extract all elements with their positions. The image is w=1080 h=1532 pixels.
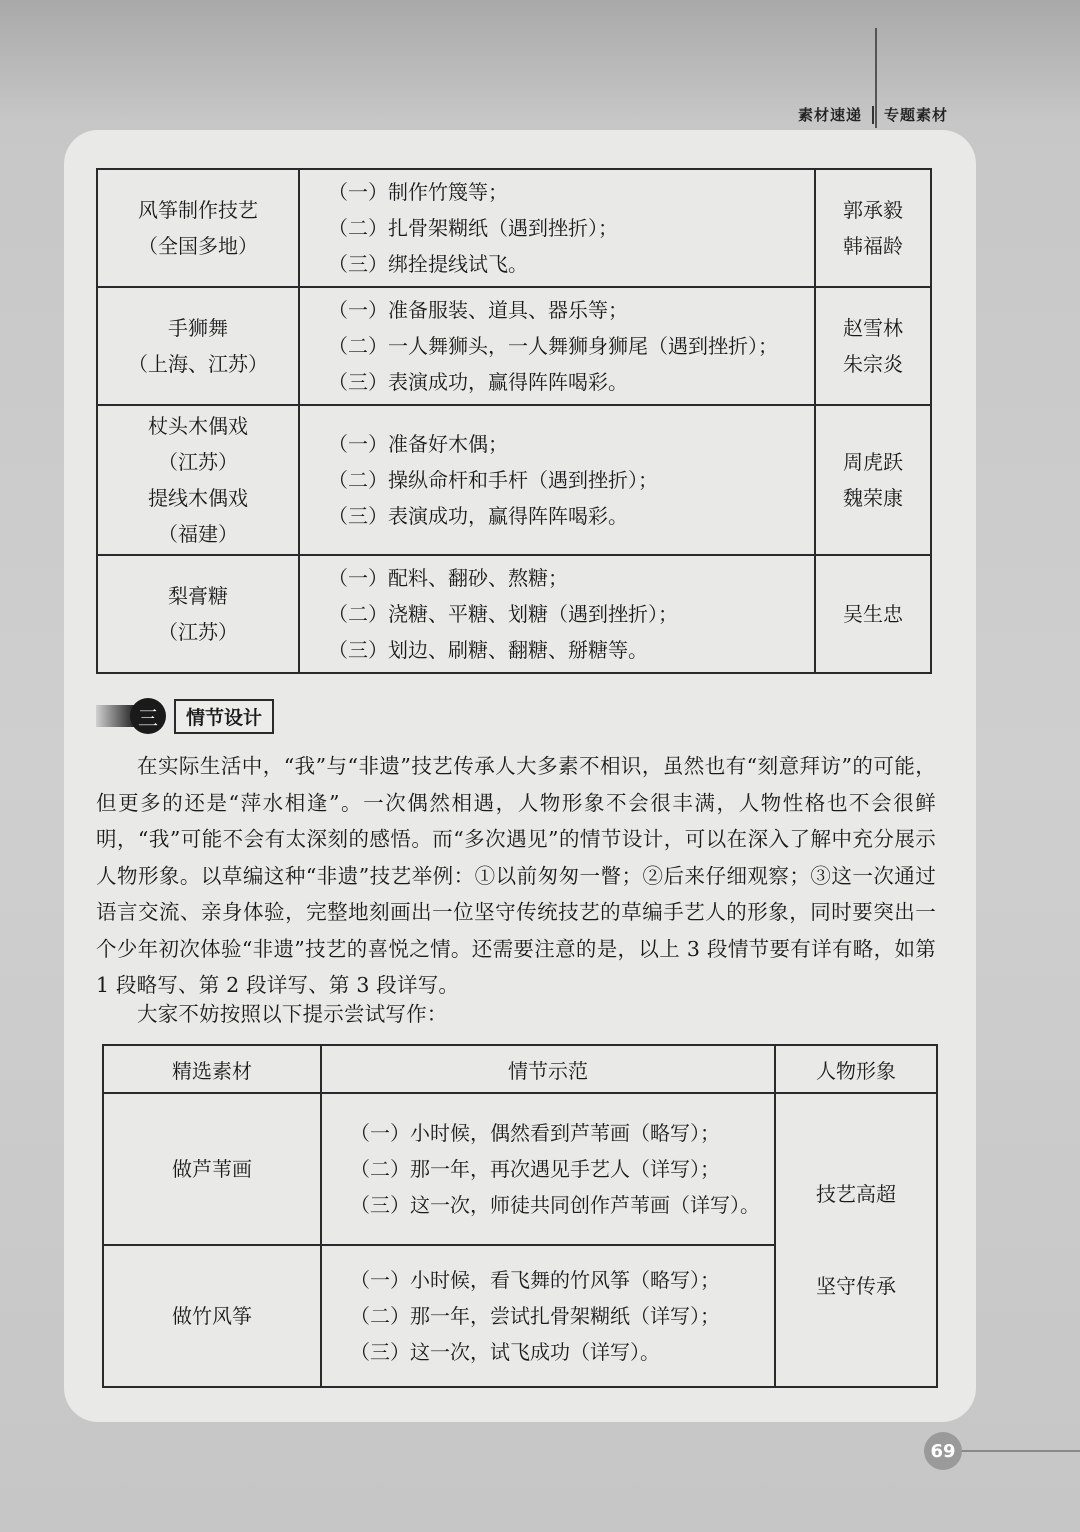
inheritor-name: 郭承毅: [843, 198, 903, 222]
plot-item: （三）这一次，试飞成功（详写）。: [350, 1340, 660, 1364]
plot-item: （三）这一次，师徒共同创作芦苇画（详写）。: [350, 1193, 760, 1217]
inheritor-cell: [815, 555, 931, 673]
body-paragraph: 在实际生活中，“我”与“非遗”技艺传承人大多素不相识，虽然也有“刻意拜访”的可能，但更多的还是“萍水相逢”。一次偶然相遇，人物形象不会很丰满，人物性格也不会很鲜明，“我”可能不会有太深刻的感悟。而“多次遇见”的情节设计，可以在深入了解中充分展示人物形象。以草编这种“非遗”技艺举例：①以前匆匆一瞥；②后来仔细观察；③这一次通过语言交流、亲身体验，完整地刻画出一位坚守传统技艺的草编手艺人的形象，同时要突出一个少年初次体验“非遗”技艺的喜悦之情。还需要注意的是，以上 3 段情节要有详有略，如第 1 段略写、第 2 段详写、第 3 段详写。: [96, 754, 936, 997]
craft-name-cell: [97, 169, 299, 287]
table-header-row: [103, 1045, 937, 1093]
table-row: [97, 405, 931, 555]
header-section: 素材速递: [797, 106, 862, 124]
trait-text: 技艺高超: [816, 1182, 896, 1206]
trait-text: 坚守传承: [816, 1274, 896, 1298]
header-separator: [872, 106, 874, 124]
page-number-rule: [962, 1450, 1080, 1452]
craft-name: 提线木偶戏: [148, 486, 248, 510]
plot-cell: [321, 1093, 775, 1245]
step-item: （一）配料、翻砂、熬糖；: [328, 566, 568, 590]
header-topic: 专题素材: [883, 106, 948, 124]
inheritor-name: 韩福龄: [843, 234, 903, 258]
step-item: （二）浇糖、平糖、划糖（遇到挫折）；: [328, 602, 678, 626]
section-number-badge: 三: [130, 698, 166, 734]
craft-region: （江苏）: [158, 620, 238, 644]
steps-cell: [299, 169, 815, 287]
table-row: [103, 1093, 937, 1245]
plot-cell: [321, 1245, 775, 1387]
craft-name-cell: [97, 555, 299, 673]
column-header: 情节示范: [321, 1045, 775, 1093]
section-heading: [96, 698, 274, 734]
plot-item: （一）小时候，看飞舞的竹风筝（略写）；: [350, 1268, 720, 1292]
material-cell: 做芦苇画: [103, 1093, 321, 1245]
material-cell: 做竹风筝: [103, 1245, 321, 1387]
column-header: 人物形象: [775, 1045, 937, 1093]
section-title: 情节设计: [174, 699, 274, 734]
inheritor-cell: [815, 405, 931, 555]
steps-cell: [299, 287, 815, 405]
step-item: （二）一人舞狮头，一人舞狮身狮尾（遇到挫折）；: [328, 334, 778, 358]
writing-prompt: 大家不妨按照以下提示尝试写作：: [137, 1002, 448, 1026]
craft-region: （福建）: [158, 522, 238, 546]
table-row: [97, 555, 931, 673]
inheritor-name: 赵雪林: [843, 316, 903, 340]
steps-cell: [299, 555, 815, 673]
craft-region: （上海、江苏）: [128, 352, 268, 376]
step-item: （一）准备服装、道具、器乐等；: [328, 298, 628, 322]
image-traits-cell: [775, 1093, 937, 1387]
craft-name: 风筝制作技艺: [138, 198, 258, 222]
step-item: （一）准备好木偶；: [328, 432, 508, 456]
step-item: （三）绑拴提线试飞。: [328, 252, 528, 276]
step-item: （一）制作竹篾等；: [328, 180, 508, 204]
table-row: [97, 287, 931, 405]
inheritor-cell: [815, 287, 931, 405]
inheritor-name: 朱宗炎: [843, 352, 903, 376]
running-header: [798, 104, 948, 125]
table-row: [97, 169, 931, 287]
step-item: （三）表演成功，赢得阵阵喝彩。: [328, 370, 628, 394]
steps-cell: [299, 405, 815, 555]
page-number: 69: [924, 1432, 962, 1470]
plot-example-table: [102, 1044, 938, 1388]
step-item: （二）扎骨架糊纸（遇到挫折）；: [328, 216, 618, 240]
plot-item: （二）那一年，尝试扎骨架糊纸（详写）；: [350, 1304, 720, 1328]
inheritor-name: 魏荣康: [843, 486, 903, 510]
craft-region: （江苏）: [158, 450, 238, 474]
column-header: 精选素材: [103, 1045, 321, 1093]
inheritor-name: 周虎跃: [843, 450, 903, 474]
craft-region: （全国多地）: [138, 234, 258, 258]
step-item: （三）表演成功，赢得阵阵喝彩。: [328, 504, 628, 528]
craft-name-cell: [97, 405, 299, 555]
craft-name: 手狮舞: [168, 316, 228, 340]
craft-name: 杖头木偶戏: [148, 414, 248, 438]
heritage-table: [96, 168, 932, 674]
plot-item: （一）小时候，偶然看到芦苇画（略写）；: [350, 1121, 720, 1145]
craft-name-cell: [97, 287, 299, 405]
step-item: （三）划边、刷糖、翻糖、掰糖等。: [328, 638, 648, 662]
step-item: （二）操纵命杆和手杆（遇到挫折）；: [328, 468, 658, 492]
inheritor-cell: [815, 169, 931, 287]
craft-name: 梨膏糖: [168, 584, 228, 608]
inheritor-name: 吴生忠: [843, 602, 903, 626]
plot-item: （二）那一年，再次遇见手艺人（详写）；: [350, 1157, 720, 1181]
